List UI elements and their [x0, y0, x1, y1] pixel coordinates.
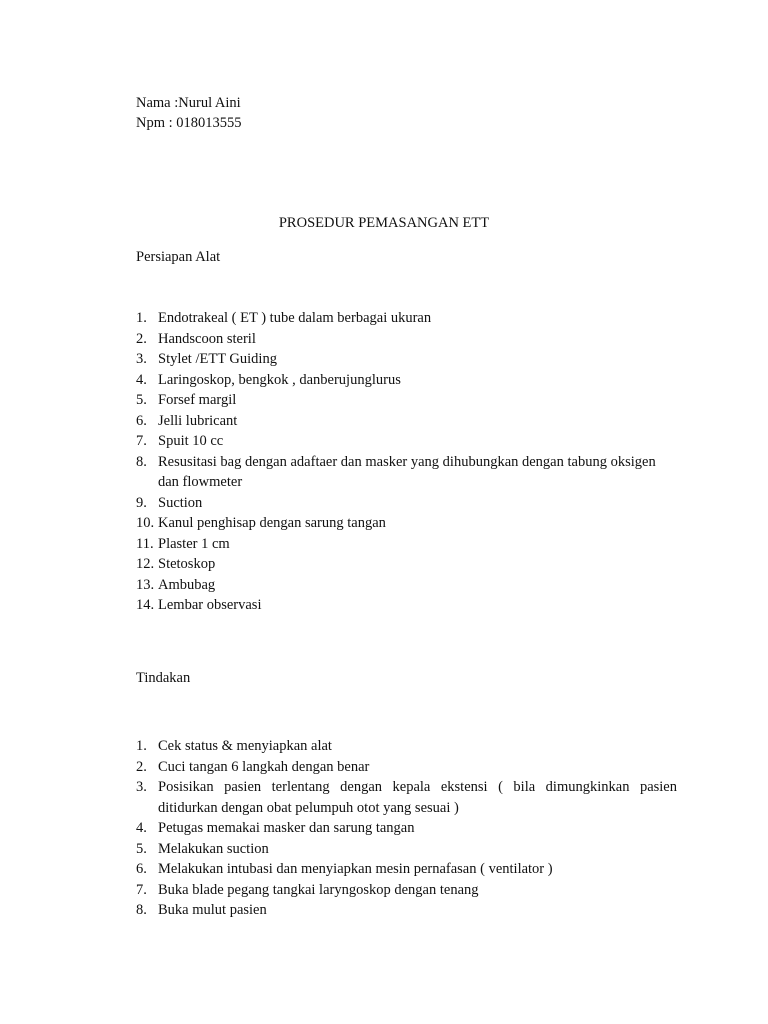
list-number: 2. [136, 758, 147, 775]
list-item [136, 534, 677, 555]
list-item [136, 513, 677, 534]
list-number: 8. [136, 453, 147, 470]
list-item [136, 554, 677, 575]
list-item-text: Ambubag [158, 576, 216, 593]
list-number: 14. [136, 597, 155, 613]
document-title: PROSEDUR PEMASANGAN ETT [278, 215, 490, 231]
list-item-text: Endotrakeal ( ET ) tube dalam berbagai ukuran [158, 310, 432, 326]
list-number: 1. [136, 738, 147, 754]
list-item [136, 757, 677, 778]
list-item [136, 411, 677, 432]
list-item-text: Melakukan suction [158, 840, 269, 857]
list-number: 3. [136, 351, 147, 367]
list-number: 6. [136, 861, 147, 877]
list-number: 6. [136, 412, 147, 429]
list-number: 3. [136, 779, 147, 795]
list-item-text: Cek status & menyiapkan alat [158, 738, 332, 754]
list-number: 7. [136, 433, 147, 449]
list-item-text: Melakukan intubasi dan menyiapkan mesin pernafasan ( ventilator ) [158, 861, 553, 877]
list-item-text: Buka blade pegang tangkai laryngoskop dengan tenang [158, 881, 479, 898]
list-item [136, 390, 677, 411]
list-item-text: Cuci tangan 6 langkah dengan benar [158, 758, 370, 775]
student-npm: Npm : 018013555 [136, 115, 242, 131]
list-number: 4. [136, 820, 147, 836]
list-number: 4. [136, 371, 147, 388]
section-heading-tindakan: Tindakan [136, 670, 191, 686]
list-number: 2. [136, 330, 147, 347]
list-item [136, 329, 677, 350]
list-item-text: Stetoskop [158, 556, 216, 572]
list-item-text: Petugas memakai masker dan sarung tangan [158, 820, 415, 836]
list-item-text: Jelli lubricant [158, 412, 238, 429]
section-heading-persiapan: Persiapan Alat [136, 249, 221, 265]
list-item [136, 452, 677, 493]
list-number: 10. [136, 515, 155, 531]
list-item-text: Lembar observasi [158, 597, 262, 613]
list-item [136, 595, 677, 616]
list-item-text: Spuit 10 cc [158, 433, 224, 449]
list-item-text: Plaster 1 cm [158, 535, 230, 552]
list-item-text: Resusitasi bag dengan adaftaer dan masker yang dihubungkan dengan tabung oksigen dan flowmeter [158, 453, 656, 490]
list-number: 1. [136, 310, 147, 326]
list-item-text: Stylet /ETT Guiding [158, 351, 277, 367]
list-item [136, 859, 677, 880]
list-number: 5. [136, 840, 147, 857]
persiapan-list [136, 308, 677, 616]
list-item-text: Laringoskop, bengkok , danberujunglurus [158, 371, 401, 388]
list-item [136, 900, 677, 921]
list-item [136, 777, 677, 818]
list-number: 13. [136, 576, 155, 593]
list-item [136, 880, 677, 901]
tindakan-list [136, 736, 677, 921]
list-item-text: Forsef margil [158, 392, 237, 408]
list-item [136, 493, 677, 514]
student-name: Nama :Nurul Aini [136, 95, 241, 111]
list-number: 7. [136, 881, 147, 898]
list-item [136, 308, 677, 329]
list-number: 5. [136, 392, 147, 408]
list-item [136, 839, 677, 860]
list-item [136, 736, 677, 757]
list-item-text: Posisikan pasien terlentang dengan kepala ekstensi ( bila dimungkinkan pasien ditidurkan dengan obat pelumpuh otot yang sesuai ) [158, 779, 677, 816]
list-item [136, 431, 677, 452]
list-item-text: Handscoon steril [158, 330, 256, 347]
list-item [136, 349, 677, 370]
list-number: 9. [136, 494, 147, 511]
list-number: 8. [136, 902, 147, 918]
list-item-text: Buka mulut pasien [158, 902, 267, 918]
list-item [136, 370, 677, 391]
list-number: 11. [136, 535, 154, 552]
list-number: 12. [136, 556, 155, 572]
list-item [136, 818, 677, 839]
list-item [136, 575, 677, 596]
list-item-text: Kanul penghisap dengan sarung tangan [158, 515, 386, 531]
list-item-text: Suction [158, 494, 203, 511]
